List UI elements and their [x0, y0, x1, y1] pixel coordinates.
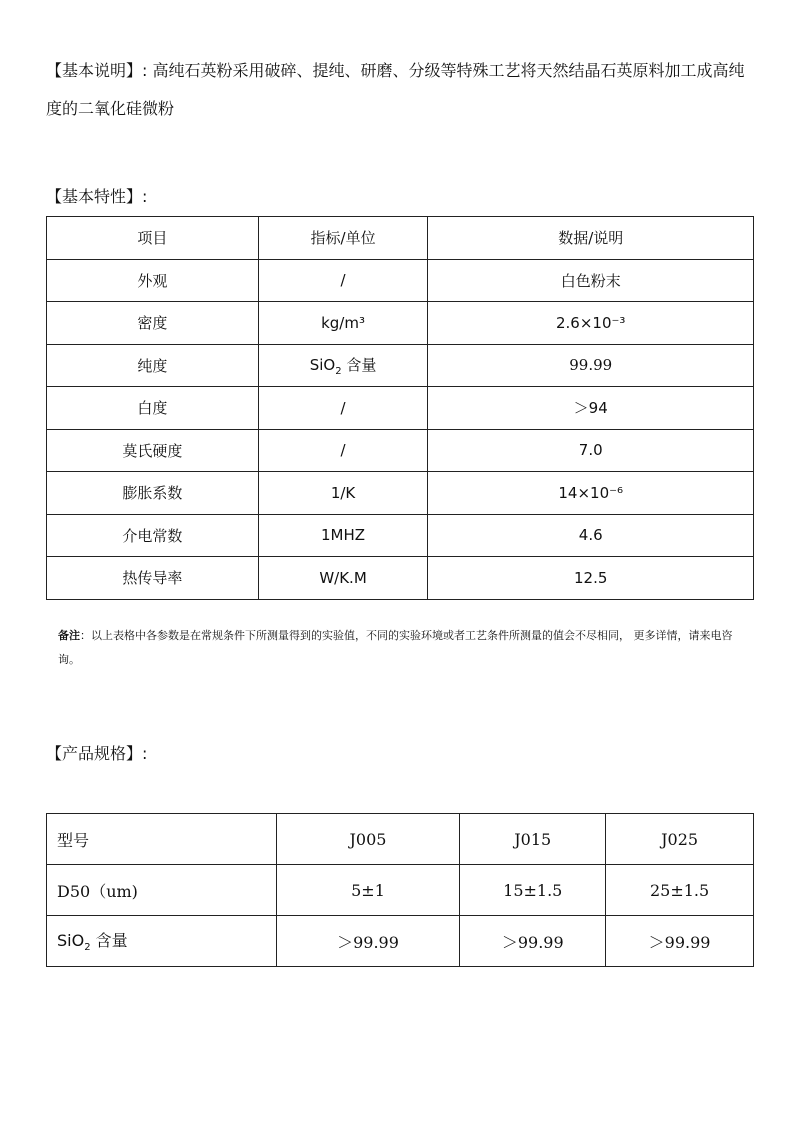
row-unit: 1MHZ — [258, 514, 428, 557]
table-note — [46, 624, 754, 672]
row-unit: / — [258, 387, 428, 430]
sio2-subscript: 2 — [84, 942, 91, 954]
table-row — [47, 429, 754, 472]
row-value: 99.99 — [428, 344, 754, 387]
row-unit: W/K.M — [258, 557, 428, 600]
row-value: 4.6 — [428, 514, 754, 557]
note-text: ：以上表格中各参数是在常规条件下所测量得到的实验值，不同的实验环境或者工艺条件所测量的值会不尽相同， 更多详情，请来电咨询。 — [58, 629, 733, 666]
header-value: 数据/说明 — [428, 217, 754, 260]
sio2-cell: ＞99.99 — [606, 916, 754, 967]
row-value: 2.6×10⁻³ — [428, 302, 754, 345]
specs-model-row — [47, 814, 754, 865]
d50-cell: 15±1.5 — [460, 865, 606, 916]
row-item: 白度 — [47, 387, 259, 430]
row-unit: / — [258, 259, 428, 302]
note-label: 备注 — [58, 629, 80, 642]
content-text: 含量 — [90, 931, 128, 951]
row-item: 热传导率 — [47, 557, 259, 600]
model-cell: J015 — [460, 814, 606, 865]
d50-label: D50（um) — [47, 865, 277, 916]
row-unit: kg/m³ — [258, 302, 428, 345]
row-value: 白色粉末 — [428, 259, 754, 302]
row-unit — [258, 344, 428, 387]
sio2-text: SiO — [309, 355, 336, 374]
table-row — [47, 472, 754, 515]
properties-table — [46, 216, 754, 600]
specs-d50-row — [47, 865, 754, 916]
row-value: ＞94 — [428, 387, 754, 430]
row-item: 外观 — [47, 259, 259, 302]
sio2-cell: ＞99.99 — [460, 916, 606, 967]
specs-sio2-row — [47, 916, 754, 967]
table-row — [47, 344, 754, 387]
row-item: 密度 — [47, 302, 259, 345]
sio2-subscript: 2 — [335, 365, 342, 377]
table-row — [47, 259, 754, 302]
content-text: 含量 — [341, 355, 377, 374]
row-item: 纯度 — [47, 344, 259, 387]
d50-cell: 25±1.5 — [606, 865, 754, 916]
header-item: 项目 — [47, 217, 259, 260]
table-row — [47, 514, 754, 557]
properties-heading: 【基本特性】: — [46, 187, 148, 206]
table-header-row — [47, 217, 754, 260]
row-value: 7.0 — [428, 429, 754, 472]
model-cell: J005 — [276, 814, 460, 865]
sio2-text: SiO — [57, 931, 85, 951]
row-unit: 1/K — [258, 472, 428, 515]
specs-heading: 【产品规格】: — [46, 744, 148, 763]
header-unit: 指标/单位 — [258, 217, 428, 260]
intro-paragraph: 【基本说明】: 高纯石英粉采用破碎、提纯、研磨、分级等特殊工艺将天然结晶石英原料加工成高纯度的二氧化硅微粉 — [46, 61, 745, 118]
sio2-cell: ＞99.99 — [276, 916, 460, 967]
row-item: 膨胀系数 — [47, 472, 259, 515]
d50-cell: 5±1 — [276, 865, 460, 916]
row-item: 介电常数 — [47, 514, 259, 557]
table-row — [47, 302, 754, 345]
specs-table — [46, 813, 754, 967]
table-row — [47, 557, 754, 600]
row-item: 莫氏硬度 — [47, 429, 259, 472]
model-cell: J025 — [606, 814, 754, 865]
model-label: 型号 — [47, 814, 277, 865]
table-row — [47, 387, 754, 430]
row-value: 12.5 — [428, 557, 754, 600]
row-value: 14×10⁻⁶ — [428, 472, 754, 515]
sio2-label — [47, 916, 277, 967]
row-unit: / — [258, 429, 428, 472]
